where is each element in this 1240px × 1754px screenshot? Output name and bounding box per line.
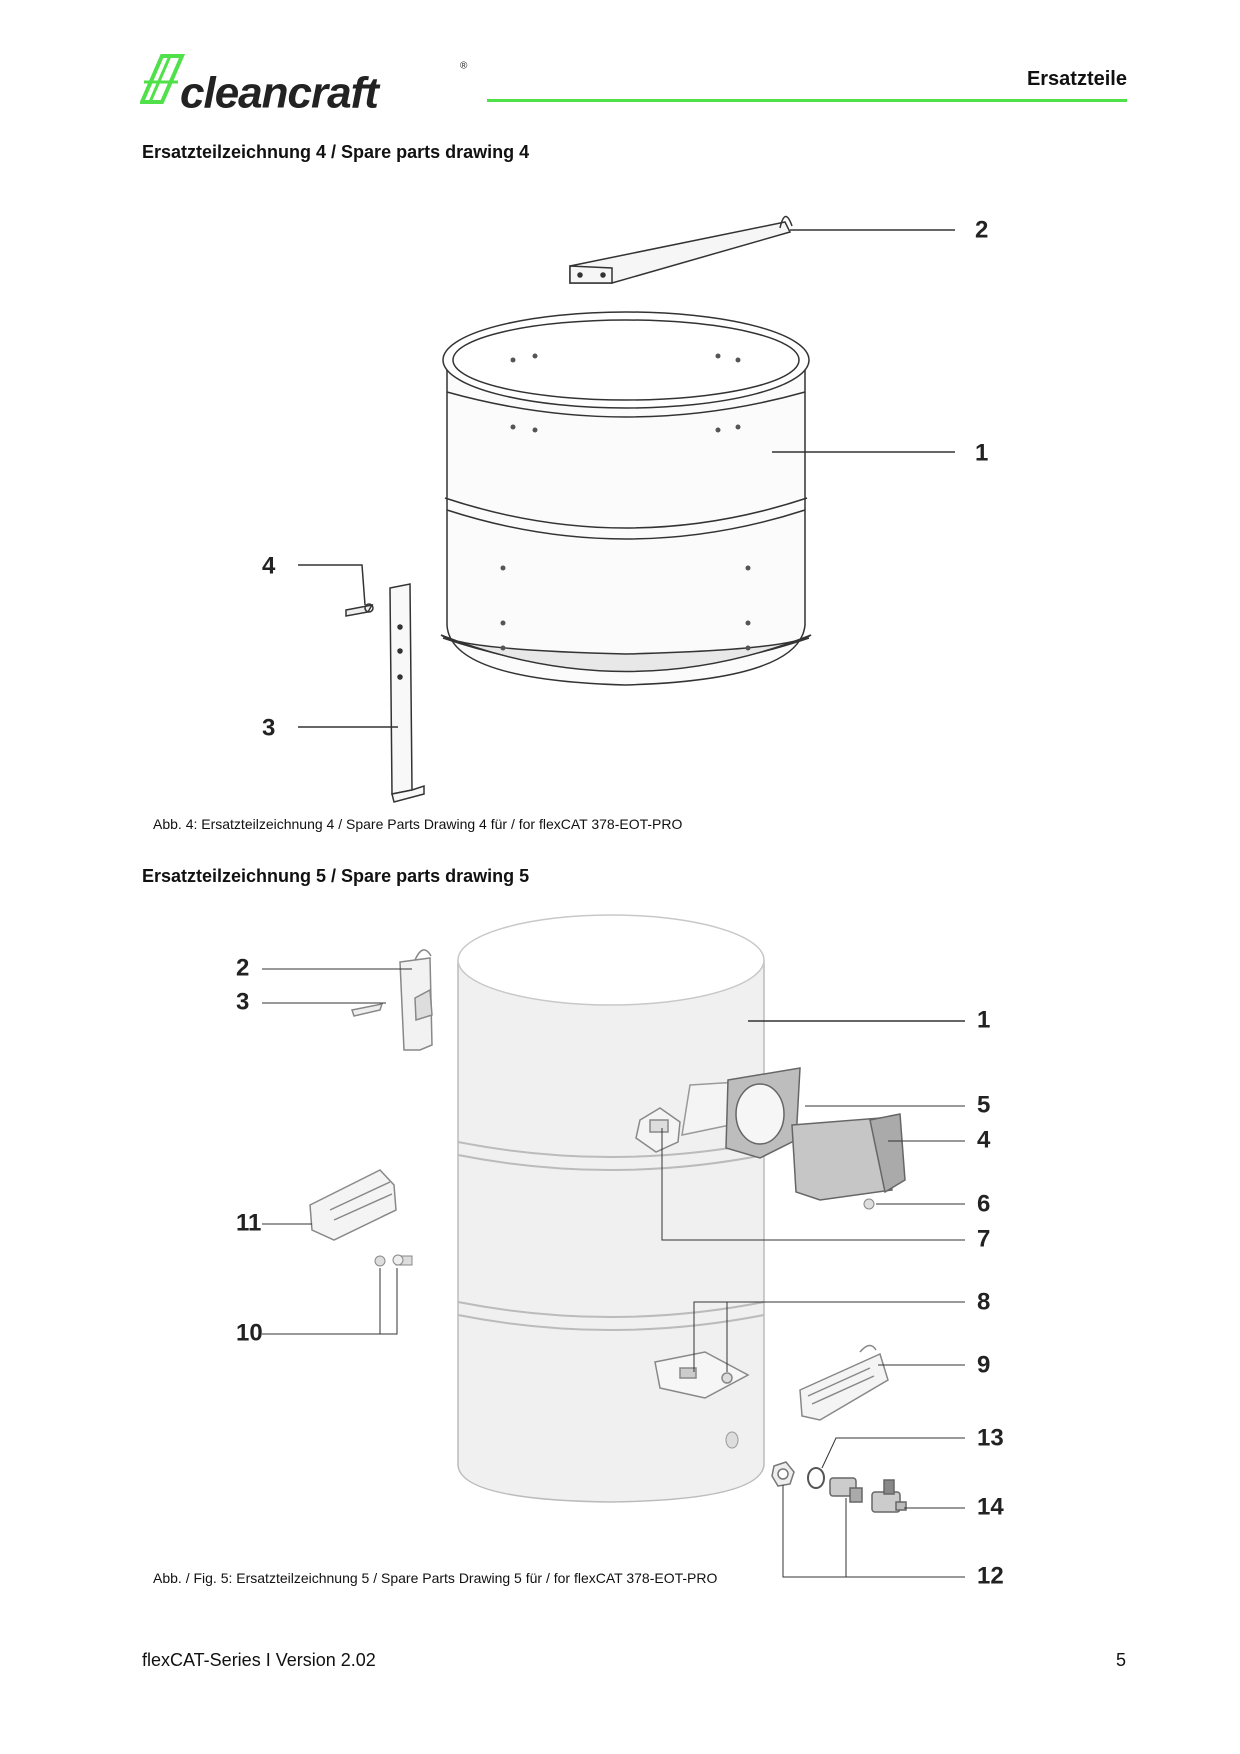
footer-version: flexCAT-Series I Version 2.02 <box>142 1650 376 1670</box>
header-title: Ersatzteile <box>1026 68 1127 90</box>
part-4-valve-housing <box>792 1114 905 1200</box>
page-number: 5 <box>1115 1650 1126 1670</box>
spare-parts-drawing-4 <box>0 180 1240 820</box>
drawing5-callout-9: 9 <box>977 1351 991 1379</box>
part-10-screws <box>375 1255 412 1266</box>
drawing5-callout-11: 11 <box>236 1209 262 1237</box>
drawing4-callout-4: 4 <box>262 552 276 580</box>
drawing5-callout-14: 14 <box>977 1493 1004 1521</box>
drawing4-title: Ersatzteilzeichnung 4 / Spare parts drawing 4 <box>142 142 530 162</box>
part-1-drum <box>441 312 811 685</box>
spare-parts-drawing-5 <box>0 910 1240 1610</box>
logo-text: cleancraft <box>180 68 378 108</box>
drawing4-callout-2: 2 <box>975 216 989 244</box>
part-3-leg <box>390 584 424 802</box>
part-4-pin <box>346 604 373 616</box>
part-2-latch <box>400 950 432 1050</box>
drawing5-callout-8: 8 <box>977 1288 991 1316</box>
part-6-screw <box>864 1199 874 1209</box>
part-2-bracket-bar <box>570 216 792 283</box>
cleancraft-logo <box>140 52 480 108</box>
drawing5-callout-10: 10 <box>236 1319 263 1347</box>
drawing5-callout-2: 2 <box>236 954 250 982</box>
drawing5-title: Ersatzteilzeichnung 5 / Spare parts drawing 5 <box>142 866 530 886</box>
drawing5-callout-5: 5 <box>977 1091 991 1119</box>
part-1-tank <box>458 915 764 1502</box>
drawing5-callout-6: 6 <box>977 1190 991 1218</box>
header-divider <box>487 99 1127 102</box>
part-9-clamp <box>800 1345 888 1420</box>
drawing5-callout-7: 7 <box>977 1225 991 1253</box>
drawing5-callout-13: 13 <box>977 1424 1004 1452</box>
part-5-flange <box>726 1068 800 1158</box>
drawing5-callout-3: 3 <box>236 988 250 1016</box>
logo-registered: ® <box>460 60 468 72</box>
part-13-oring <box>808 1468 824 1488</box>
drawing5-caption: Abb. / Fig. 5: Ersatzteilzeichnung 5 / Spare Parts Drawing 5 für / for flexCAT 378-EOT-PRO <box>153 1570 718 1586</box>
drawing5-callout-4: 4 <box>977 1126 991 1154</box>
drawing5-callout-1: 1 <box>977 1006 991 1034</box>
part-14-valve <box>872 1480 906 1512</box>
drawing4-callout-3: 3 <box>262 714 276 742</box>
drawing4-caption: Abb. 4: Ersatzteilzeichnung 4 / Spare Parts Drawing 4 für / for flexCAT 378-EOT-PRO <box>153 816 683 832</box>
part-11-clamp <box>310 1170 396 1240</box>
drawing5-callout-12: 12 <box>977 1562 1004 1590</box>
logo-mark-icon <box>142 56 182 102</box>
drawing4-callout-1: 1 <box>975 439 989 467</box>
part-12-nut <box>772 1462 794 1486</box>
part-3-pin <box>352 1004 382 1016</box>
